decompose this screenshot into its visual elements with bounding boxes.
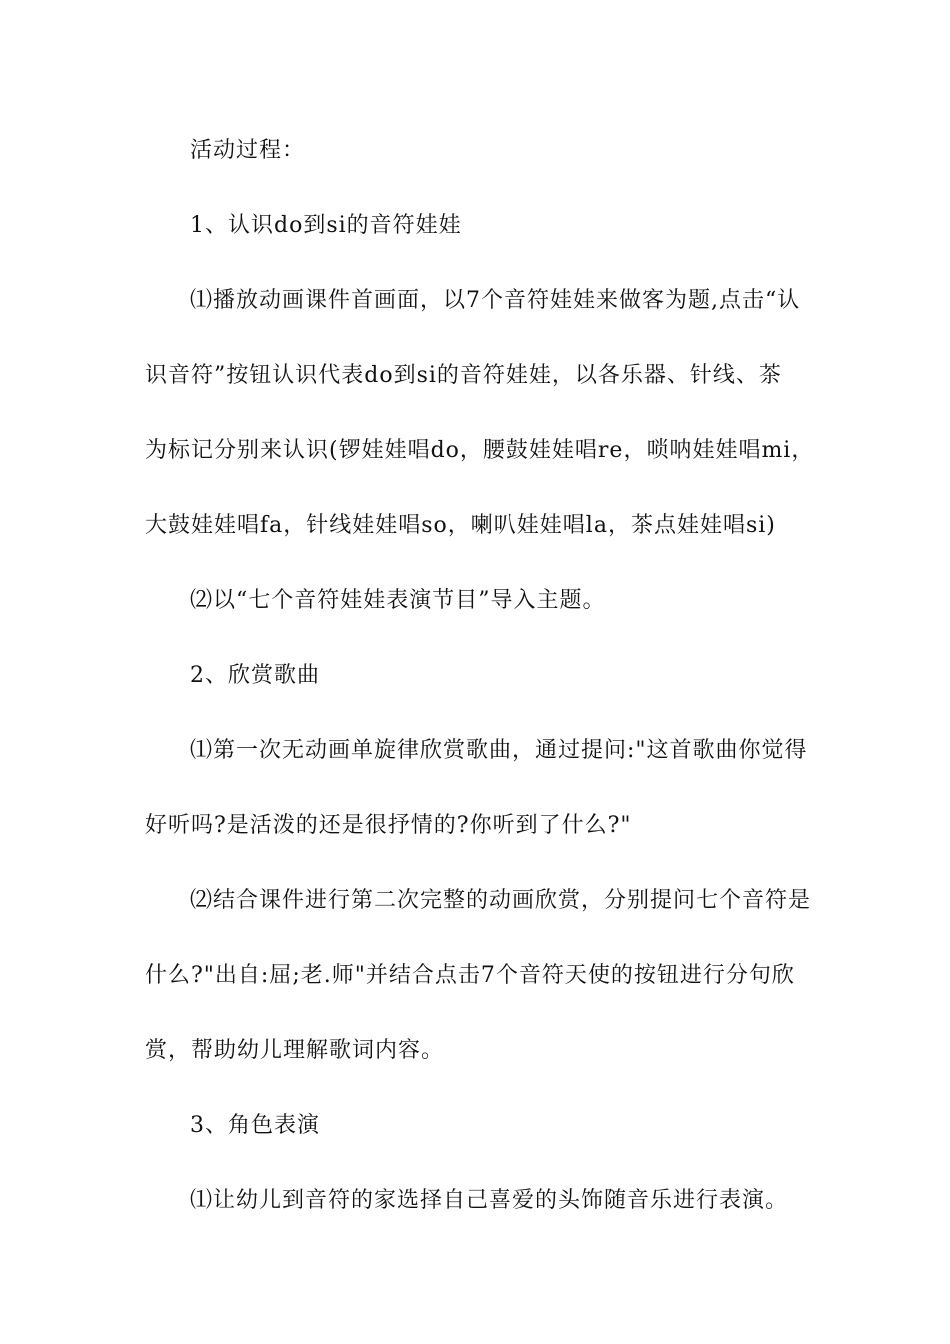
paragraph-line: ⑵以“七个音符娃娃表演节目”导入主题。 xyxy=(190,588,606,613)
paragraph-line: 赏，帮助幼儿理解歌词内容。 xyxy=(145,1038,445,1063)
paragraph-line: 大鼓娃娃唱fa，针线娃娃唱so，喇叭娃娃唱la，茶点娃娃唱si) xyxy=(145,513,776,538)
section-heading-activity-process: 活动过程： xyxy=(190,138,306,163)
paragraph-line: 为标记分别来认识(锣娃娃唱do，腰鼓娃娃唱re，唢呐娃娃唱mi， xyxy=(145,438,815,463)
paragraph-line: ⑵结合课件进行第二次完整的动画欣赏，分别提问七个音符是 xyxy=(190,888,812,913)
paragraph-line: ⑴第一次无动画单旋律欣赏歌曲，通过提问:"这首歌曲你觉得 xyxy=(190,738,808,763)
paragraph-line: ⑴播放动画课件首画面，以7个音符娃娃来做客为题,点击“认 xyxy=(190,288,801,313)
section-heading-3: 3、角色表演 xyxy=(190,1113,320,1138)
paragraph-line: ⑴让幼儿到音符的家选择自己喜爱的头饰随音乐进行表演。 xyxy=(190,1188,789,1213)
paragraph-line: 好听吗?是活泼的还是很抒情的?你听到了什么?" xyxy=(145,813,632,838)
section-heading-2: 2、欣赏歌曲 xyxy=(190,663,320,688)
section-heading-1: 1、认识do到si的音符娃娃 xyxy=(190,213,462,238)
paragraph-line: 什么?"出自:屈;老.师"并结合点击7个音符天使的按钮进行分句欣 xyxy=(145,963,795,988)
paragraph-line: 识音符”按钮认识代表do到si的音符娃娃，以各乐器、针线、茶 xyxy=(145,363,782,388)
